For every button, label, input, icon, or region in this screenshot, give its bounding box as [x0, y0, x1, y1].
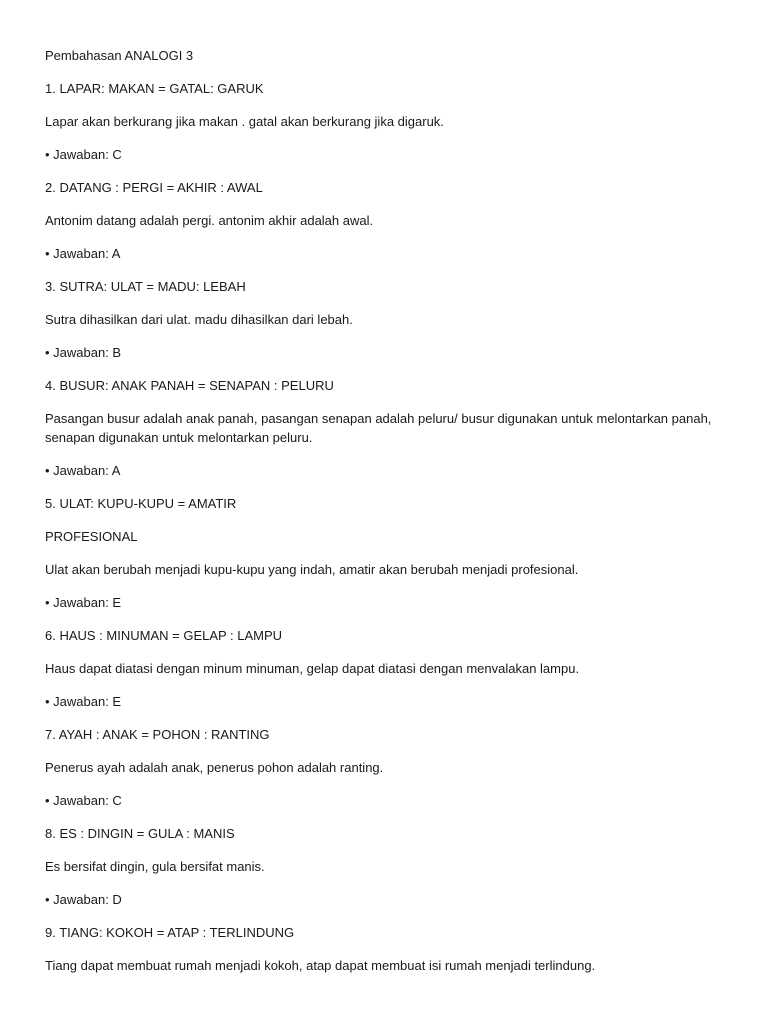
question-2-answer: • Jawaban: A	[45, 246, 121, 261]
question-4-title: 4. BUSUR: ANAK PANAH = SENAPAN : PELURU	[45, 378, 334, 393]
question-1-answer: • Jawaban: C	[45, 147, 122, 162]
question-8-title: 8. ES : DINGIN = GULA : MANIS	[45, 826, 235, 841]
question-8-answer: • Jawaban: D	[45, 892, 122, 907]
question-7-title: 7. AYAH : ANAK = POHON : RANTING	[45, 727, 270, 742]
question-6-explanation: Haus dapat diatasi dengan minum minuman, gelap dapat diatasi dengan menvalakan lampu.	[45, 661, 580, 676]
question-3-explanation: Sutra dihasilkan dari ulat. madu dihasilkan dari lebah.	[45, 312, 353, 327]
question-3-answer: • Jawaban: B	[45, 345, 122, 360]
question-6-title: 6. HAUS : MINUMAN = GELAP : LAMPU	[45, 628, 283, 643]
question-5-answer: • Jawaban: E	[45, 595, 122, 610]
question-9-title: 9. TIANG: KOKOH = ATAP : TERLINDUNG	[45, 925, 295, 940]
document-page	[45, 46, 725, 989]
document-title: Pembahasan ANALOGI 3	[45, 48, 194, 63]
question-6-answer: • Jawaban: E	[45, 694, 122, 709]
question-5-title-continued: PROFESIONAL	[45, 529, 138, 544]
question-3-title: 3. SUTRA: ULAT = MADU: LEBAH	[45, 279, 246, 294]
question-5-explanation: Ulat akan berubah menjadi kupu-kupu yang indah, amatir akan berubah menjadi profesional.	[45, 562, 579, 577]
question-4-answer: • Jawaban: A	[45, 463, 121, 478]
question-1-explanation: Lapar akan berkurang jika makan . gatal akan berkurang jika digaruk.	[45, 114, 444, 129]
question-4-explanation: Pasangan busur adalah anak panah, pasangan senapan adalah peluru/ busur digunakan untuk melontarkan panah, senapan digunakan untuk melontarkan peluru.	[45, 411, 712, 445]
question-9-explanation: Tiang dapat membuat rumah menjadi kokoh, atap dapat membuat isi rumah menjadi terlindung.	[45, 958, 596, 973]
question-5-title: 5. ULAT: KUPU-KUPU = AMATIR	[45, 496, 237, 511]
question-7-answer: • Jawaban: C	[45, 793, 122, 808]
question-8-explanation: Es bersifat dingin, gula bersifat manis.	[45, 859, 265, 874]
question-1-title: 1. LAPAR: MAKAN = GATAL: GARUK	[45, 81, 264, 96]
question-7-explanation: Penerus ayah adalah anak, penerus pohon adalah ranting.	[45, 760, 384, 775]
question-2-title: 2. DATANG : PERGI = AKHIR : AWAL	[45, 180, 263, 195]
question-2-explanation: Antonim datang adalah pergi. antonim akhir adalah awal.	[45, 213, 374, 228]
